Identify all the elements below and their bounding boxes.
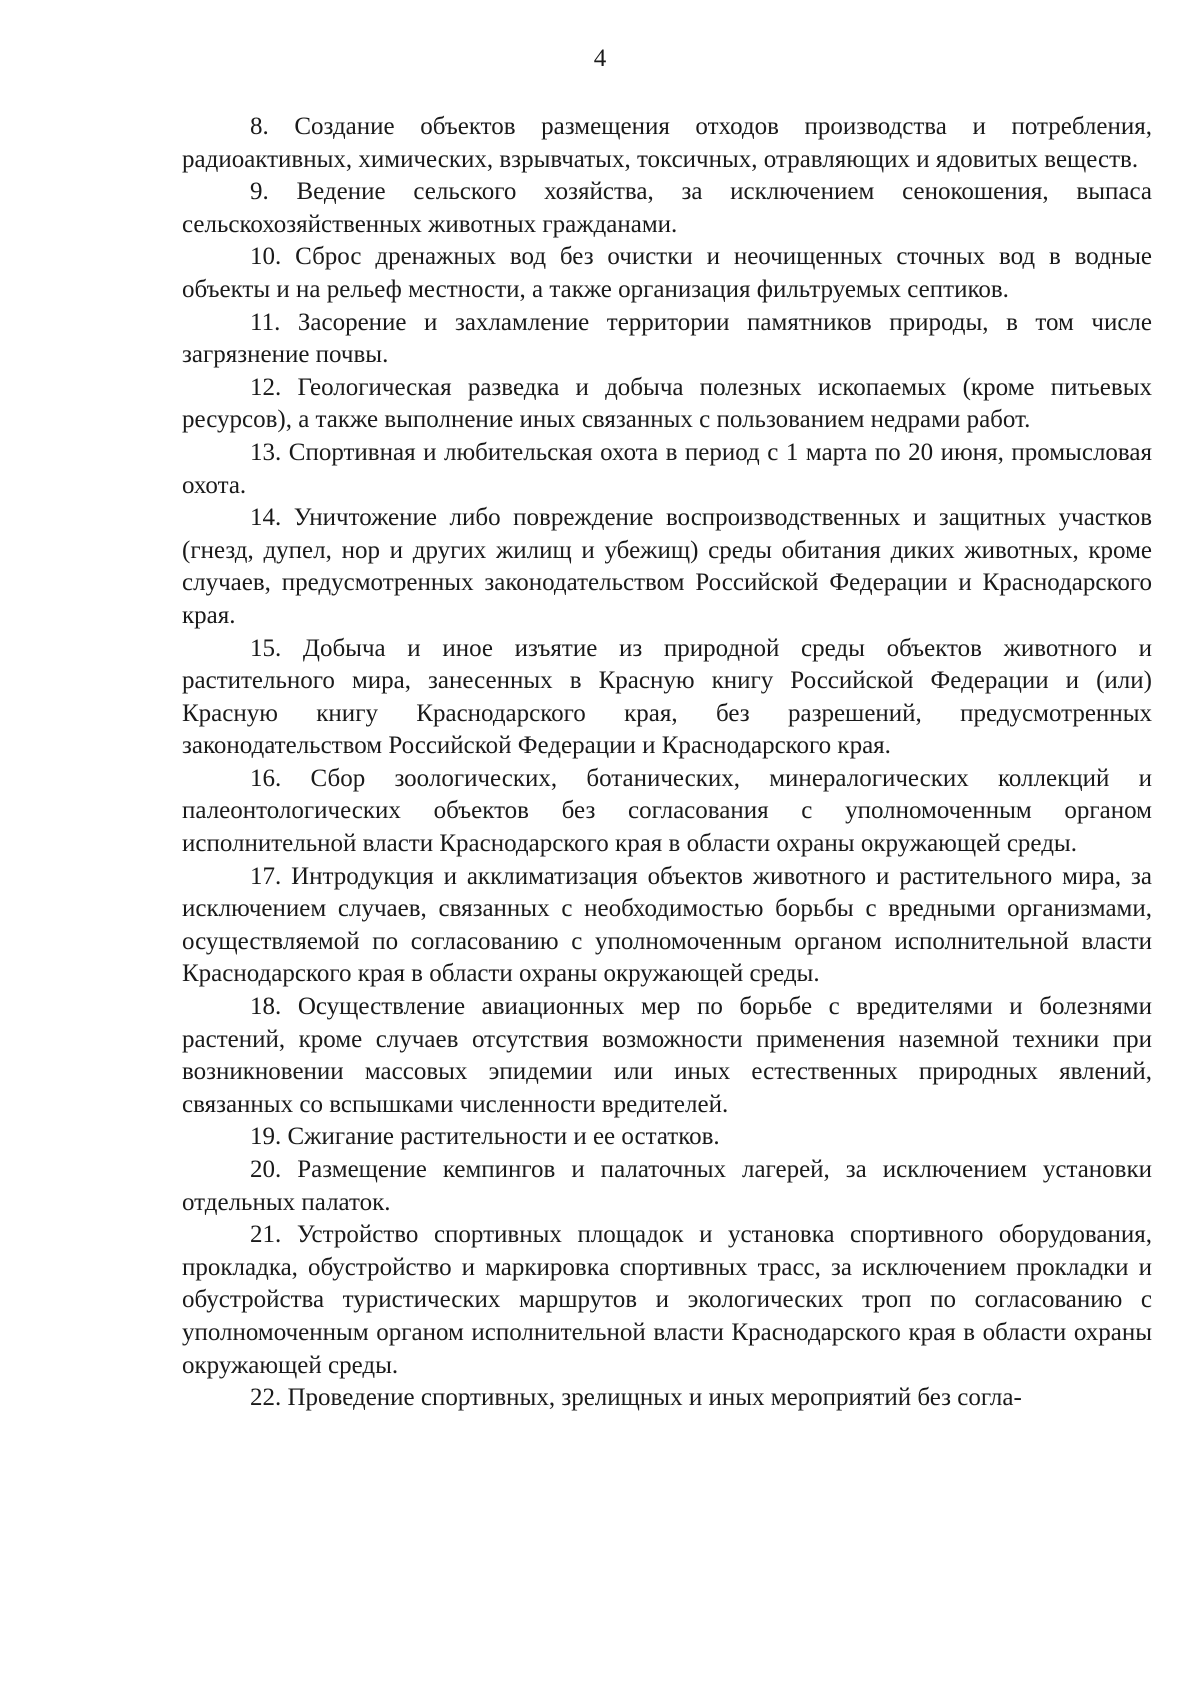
list-item: 17. Интродукция и акклиматизация объектов животного и растительного мира, за исключением случаев, связанных с необходимостью борьбы с вредными организмами, осуществляемой по согласованию с уполномоченным органом исполнительной власти Краснодарского края в области охраны окружающей среды. [182,862,1152,988]
list-item: 22. Проведение спортивных, зрелищных и иных мероприятий без согла- [250,1384,1022,1412]
list-item: 14. Уничтожение либо повреждение воспроизводственных и защитных участков (гнезд, дупел, нор и других жилищ и убежищ) среды обитания диких животных, кроме случаев, предусмотренных законодательством Российской Федерации и Краснодарского края. [182,504,1152,629]
list-item: 21. Устройство спортивных площадок и установка спортивного оборудования, прокладка, обустройство и маркировка спортивных трасс, за исключением прокладки и обустройства туристических маршрутов и экологических троп по согласованию с уполномоченным органом исполнительной власти Краснодарского края в области охраны окружающей среды. [182,1221,1152,1379]
list-item: 9. Ведение сельского хозяйства, за исключением сенокошения, выпаса сельскохозяйственных животных гражданами. [182,178,1152,238]
list-item: 15. Добыча и иное изъятие из природной среды объектов животного и растительного мира, занесенных в Красную книгу Российской Федерации и (или) Красную книгу Краснодарского края, без разрешений, предусмотренных законодательством Российской Федерации и Краснодарского края. [182,634,1152,760]
list-item: 16. Сбор зоологических, ботанических, минералогических коллекций и палеонтологических объектов без согласования с уполномоченным органом исполнительной власти Краснодарского края в области охраны окружающей среды. [182,764,1152,858]
list-item: 19. Сжигание растительности и ее остатков. [250,1123,720,1151]
list-item: 8. Создание объектов размещения отходов производства и потребления, радиоактивных, химических, взрывчатых, токсичных, отравляющих и ядовитых веществ. [182,113,1152,173]
list-item: 11. Засорение и захламление территории памятников природы, в том числе загрязнение почвы. [182,308,1152,369]
list-item: 12. Геологическая разведка и добыча полезных ископаемых (кроме питьевых ресурсов), а также выполнение иных связанных с пользованием недрами работ. [182,373,1152,434]
page-number: 4 [593,45,607,72]
list-item: 20. Размещение кемпингов и палаточных лагерей, за исключением установки отдельных палаток. [182,1156,1152,1216]
prohibitions-list [182,111,1152,1415]
list-item: 13. Спортивная и любительская охота в период с 1 марта по 20 июня, промысловая охота. [182,438,1152,499]
list-item: 10. Сброс дренажных вод без очистки и неочищенных сточных вод в водные объекты и на рельеф местности, а также организация фильтруемых септиков. [182,243,1152,303]
list-item: 18. Осуществление авиационных мер по борьбе с вредителями и болезнями растений, кроме случаев отсутствия возможности применения наземной техники при возникновении массовых эпидемии или иных естественных природных явлений, связанных со вспышками численности вредителей. [182,993,1152,1118]
